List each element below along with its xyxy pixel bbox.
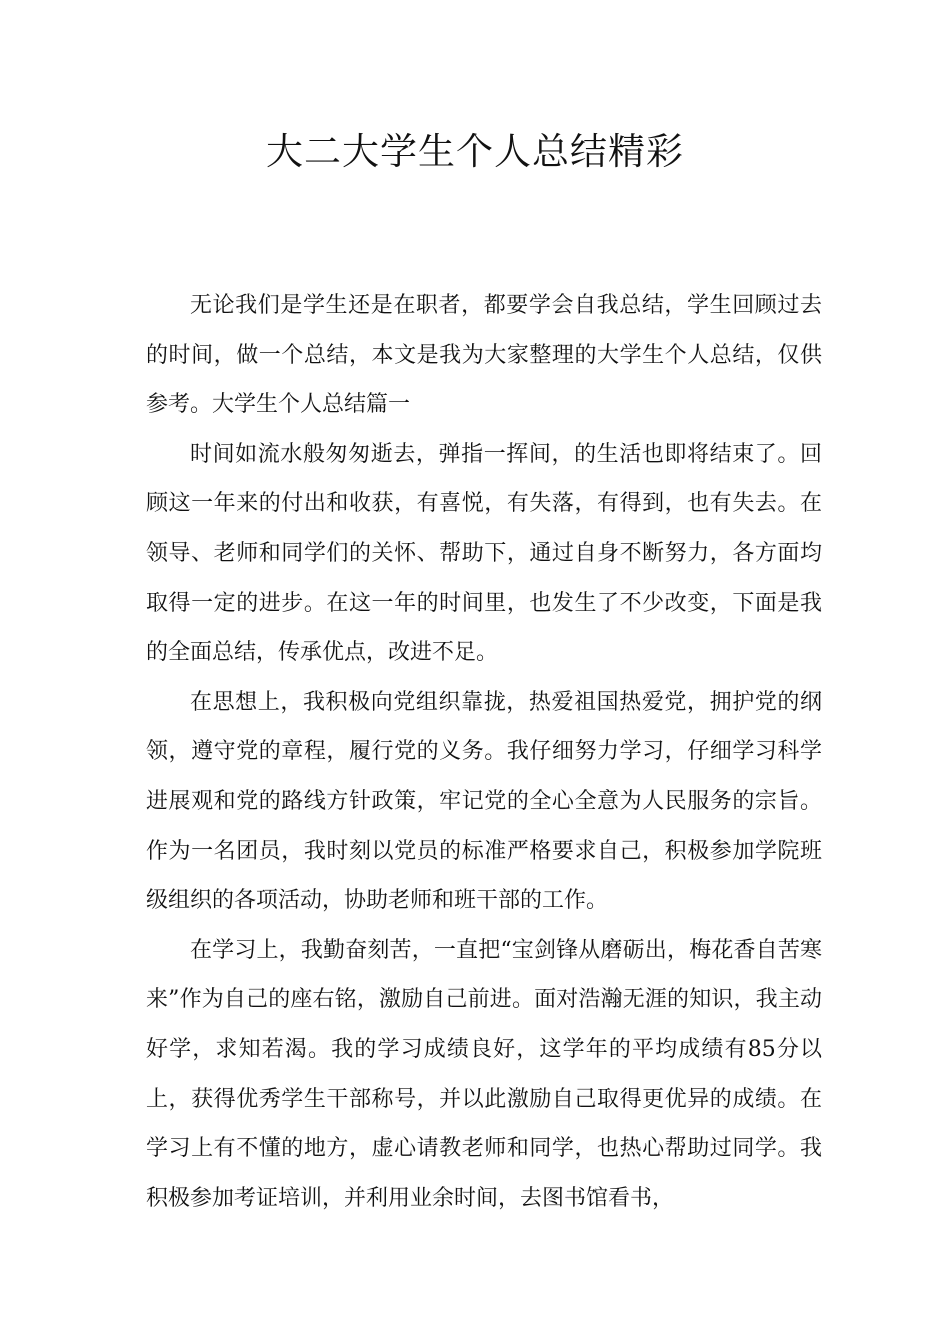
paragraph-study: 在学习上，我勤奋刻苦，一直把“宝剑锋从磨砺出，梅花香自苦寒来”作为自己的座右铭，激励自己前进。面对浩瀚无涯的知识，我主动好学，求知若渴。我的学习成绩良好，这学年的平均成绩有85分以上，获得优秀学生干部称号，并以此激励自己取得更优异的成绩。在学习上有不懂的地方，虚心请教老师和同学，也热心帮助过同学。我积极参加考证培训，并利用业余时间，去图书馆看书， <box>146 937 822 1211</box>
document-title: 大二大学生个人总结精彩 <box>266 130 684 173</box>
paragraph-intro: 无论我们是学生还是在职者，都要学会自我总结，学生回顾过去的时间，做一个总结，本文是我为大家整理的大学生个人总结，仅供参考。大学生个人总结篇一 <box>146 293 822 418</box>
paragraph-overview: 时间如流水般匆匆逝去，弹指一挥间，的生活也即将结束了。回顾这一年来的付出和收获，有喜悦，有失落，有得到，也有失去。在领导、老师和同学们的关怀、帮助下，通过自身不断努力，各方面均取得一定的进步。在这一年的时间里，也发生了不少改变，下面是我的全面总结，传承优点，改进不足。 <box>146 441 822 666</box>
paragraph-thought: 在思想上，我积极向党组织靠拢，热爱祖国热爱党，拥护党的纲领，遵守党的章程，履行党的义务。我仔细努力学习，仔细学习科学进展观和党的路线方针政策，牢记党的全心全意为人民服务的宗旨。 作为一名团员，我时刻以党员的标准严格要求自己，积极参加学院班级组织的各项活动，协助老师和班干部的工作。 <box>146 689 822 914</box>
document-body <box>146 281 822 1223</box>
